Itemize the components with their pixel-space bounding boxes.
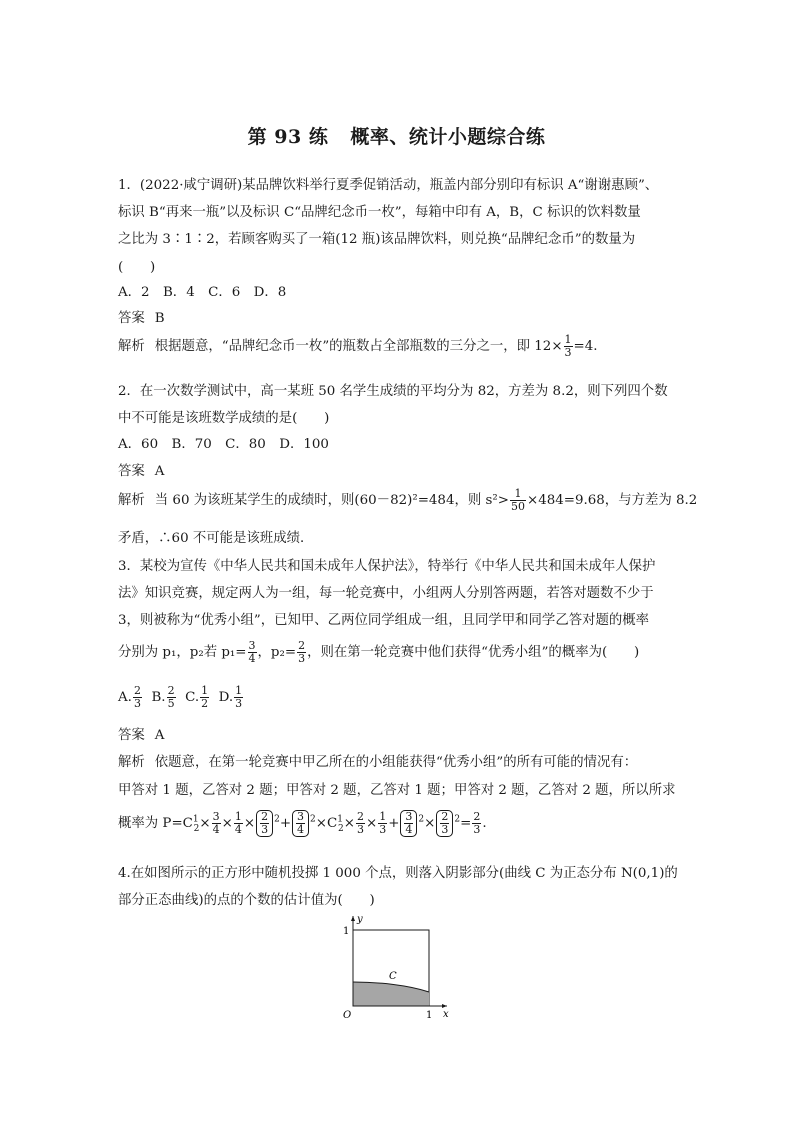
q3-analysis-1: 解析 依题意，在第一轮竞赛中甲乙所在的小组能获得“优秀小组”的所有可能的情况有： — [118, 755, 638, 770]
q2-line-1: 2．在一次数学测试中，高一某班 50 名学生成绩的平均分为 82，方差为 8.2，则下列四个数 — [118, 384, 668, 399]
page-title: 第 93 练 概率、统计小题综合练 — [247, 126, 546, 148]
q3-line-4: 分别为 p₁，p₂若 p₁= $\frac{3}{4}$ ，p₂= $\frac{2}{3}$ ，则在第一轮竞赛中他们获得“优秀小组”的概率为( ) — [118, 639, 640, 665]
q2-analysis-1: 解析 当 60 为该班某学生的成绩时，则(60－82)²=484，则 s²> $\frac{1}{50}$ ×484=9.68，与方差为 8.2 — [118, 487, 698, 513]
q1-line-2: 标识 B“再来一瓶”以及标识 C“品牌纪念币一枚”，每箱中印有 A，B，C 标识的饮料数量 — [118, 205, 641, 220]
q2-answer: 答案 A — [118, 464, 165, 479]
y-axis-label: y — [357, 914, 363, 925]
q1-line-3: 之比为 3∶1∶2，若顾客购买了一箱(12 瓶)该品牌饮料，则兑换“品牌纪念币”的数量为 — [118, 232, 636, 247]
fraction: $\frac{1}{3}$ — [564, 333, 572, 359]
q1-line-1: 1．(2022·咸宁调研)某品牌饮料举行夏季促销活动，瓶盖内部分别印有标识 A“谢谢惠顾”、 — [118, 178, 659, 193]
y-tick-one: 1 — [343, 926, 350, 937]
fraction: $\frac{2}{3}$ — [298, 639, 306, 665]
q1-analysis: 解析 根据题意，“品牌纪念币一枚”的瓶数占全部瓶数的三分之一，即 12× $\frac{1}{3}$ =4. — [118, 333, 598, 359]
q4-line-1: 4.在如图所示的正方形中随机投掷 1 000 个点，则落入阴影部分(曲线 C 为正态分布 N(0,1)的 — [118, 866, 678, 881]
fraction: $\frac{3}{4}$ — [248, 639, 256, 665]
q3-line-3: 3，则被称为“优秀小组”，已知甲、乙两位同学组成一组，且同学甲和同学乙答对题的概率 — [118, 613, 650, 628]
q3-analysis-2: 甲答对 1 题，乙答对 2 题；甲答对 2 题，乙答对 1 题；甲答对 2 题，乙答对 2 题，所以所求 — [118, 783, 676, 798]
curve-label: C — [389, 971, 397, 982]
q3-analysis-formula: 概率为 $P=C^1_2\times$ $\frac{3}{4}$ × $\frac{1}{4}$ × $\frac{2}{3}$ $^2$+ $\frac{3}{4}$ $^2\times C^1_2\times$ $\frac{2}{3}$ × $\frac{1}{3}$ + $\frac{3}{4}$ $^2$× $\frac{2}{3}$ $^2$= $\frac{2}{3}$ . — [118, 810, 487, 836]
q1-options: A．2 B．4 C．6 D．8 — [118, 285, 287, 300]
q2-analysis-2: 矛盾，∴60 不可能是该班成绩． — [118, 531, 314, 546]
x-tick-one: 1 — [426, 1010, 433, 1021]
normal-curve-figure — [333, 912, 463, 1022]
shaded-region — [353, 982, 429, 1006]
q1-answer: 答案 B — [118, 311, 165, 326]
x-axis-arrow — [442, 1004, 447, 1008]
y-axis-arrow — [351, 916, 355, 921]
q3-line-2: 法》知识竞赛，规定两人为一组，每一轮竞赛中，小组两人分别答两题，若答对题数不少于 — [118, 586, 654, 601]
q3-answer: 答案 A — [118, 728, 165, 743]
q4-line-2: 部分正态曲线)的点的个数的估计值为( ) — [118, 893, 375, 908]
q3-options: A. $\frac{2}{3}$ B. $\frac{2}{5}$ C. $\frac{1}{2}$ D. $\frac{1}{3}$ — [118, 684, 243, 710]
origin-label: O — [343, 1010, 352, 1021]
x-axis-label: x — [443, 1009, 449, 1020]
fraction: $\frac{1}{50}$ — [510, 487, 525, 513]
q3-line-1: 3．某校为宣传《中华人民共和国未成年人保护法》，特举行《中华人民共和国未成年人保护 — [118, 559, 656, 574]
q2-line-2: 中不可能是该班数学成绩的是( ) — [118, 411, 330, 426]
q2-options: A．60 B．70 C．80 D．100 — [118, 437, 329, 452]
q1-line-4: ( ) — [118, 260, 156, 275]
